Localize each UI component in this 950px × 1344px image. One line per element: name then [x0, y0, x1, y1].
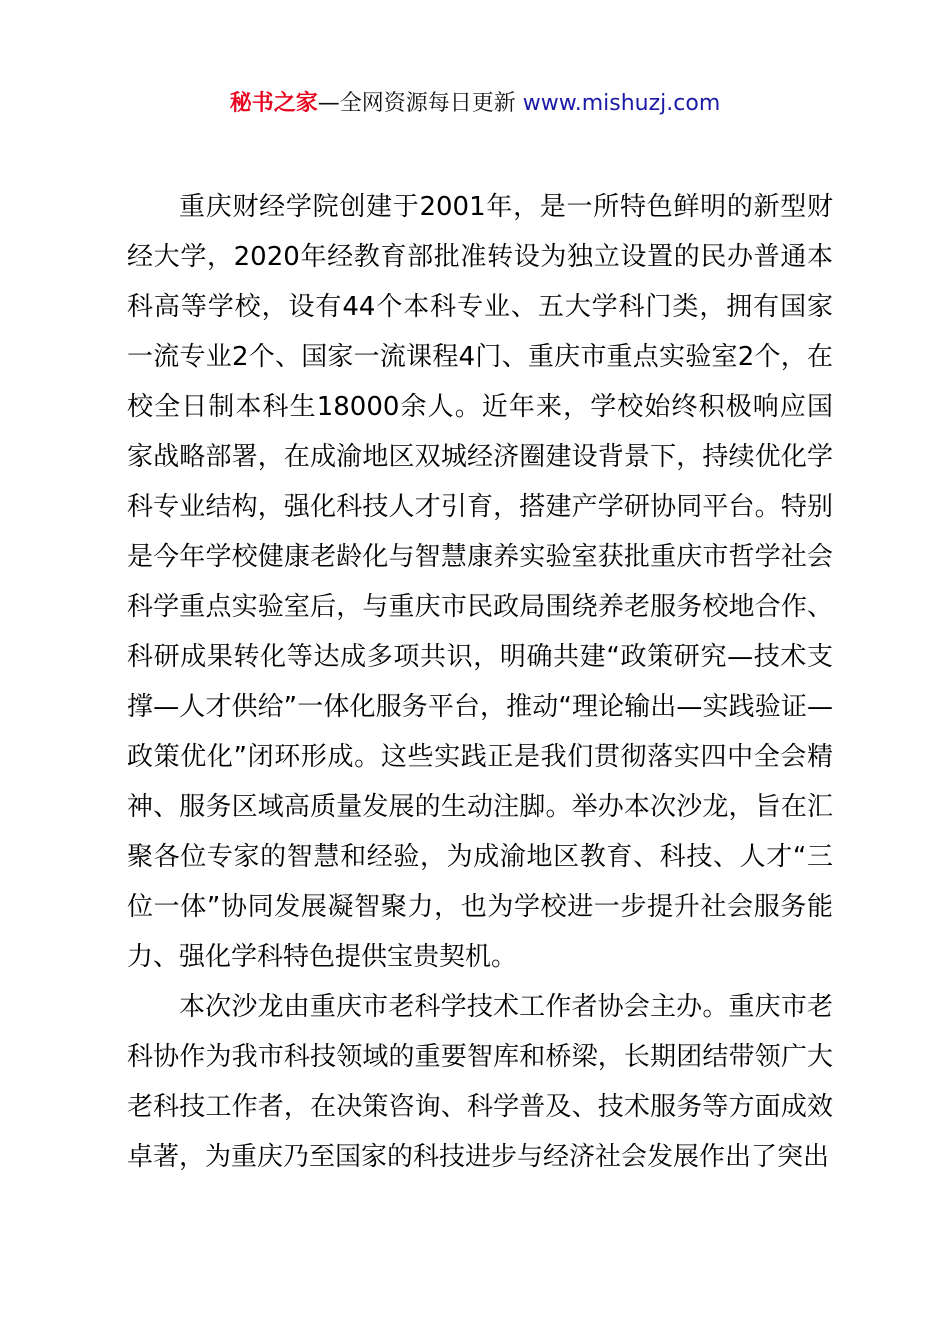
page-header: [0, 88, 950, 120]
paragraph-1: 重庆财经学院创建于2001年，是一所特色鲜明的新型财经大学，2020年经教育部批准转设为独立设置的民办普通本科高等学校，设有44个本科专业、五大学科门类，拥有国家一流专业2个、国家一流课程4门、重庆市重点实验室2个，在校全日制本科生18000余人。近年来，学校始终积极响应国家战略部署，在成渝地区双城经济圈建设背景下，持续优化学科专业结构，强化科技人才引育，搭建产学研协同平台。特别是今年学校健康老龄化与智慧康养实验室获批重庆市哲学社会科学重点实验室后，与重庆市民政局围绕养老服务校地合作、科研成果转化等达成多项共识，明确共建“政策研究—技术支撑—人才供给”一体化服务平台，推动“理论输出—实践验证—政策优化”闭环形成。这些实践正是我们贯彻落实四中全会精神、服务区域高质量发展的生动注脚。举办本次沙龙，旨在汇聚各位专家的智慧和经验，为成渝地区教育、科技、人才“三位一体”协同发展凝智聚力，也为学校进一步提升社会服务能力、强化学科特色提供宝贵契机。: [127, 192, 833, 972]
header-brand: 秘书之家: [229, 91, 318, 116]
paragraph-2: 本次沙龙由重庆市老科学技术工作者协会主办。重庆市老科协作为我市科技领域的重要智库和桥梁，长期团结带领广大老科技工作者，在决策咨询、科学普及、技术服务等方面成效卓著，为重庆乃至国家的科技进步与经济社会发展作出了突出: [127, 992, 833, 1172]
header-url-link[interactable]: www.mishuzj.com: [522, 91, 721, 116]
header-slogan: —全网资源每日更新: [317, 91, 516, 116]
document-body: [127, 182, 833, 1182]
